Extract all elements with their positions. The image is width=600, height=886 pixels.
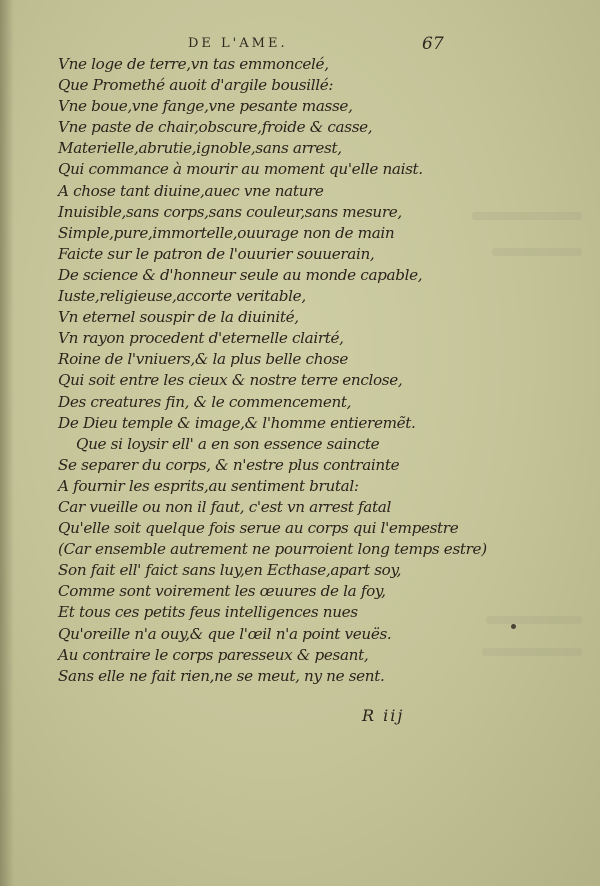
show-through-mark	[472, 212, 582, 220]
show-through-mark	[482, 648, 582, 656]
verse-line: De Dieu temple & image,& l'homme entieremẽt.	[58, 413, 416, 432]
verse-line: Inuisible,sans corps,sans couleur,sans mesure,	[58, 202, 402, 221]
verse-line: A fournir les esprits,au sentiment brutal:	[58, 476, 359, 495]
verse-line: Roine de l'vniuers,& la plus belle chose	[58, 350, 348, 369]
show-through-mark	[492, 248, 582, 256]
verse-line: Des creatures fin, & le commencement,	[58, 392, 352, 411]
verse-line: Vne loge de terre,vn tas emmoncelé,	[58, 55, 329, 73]
verse-line: Et tous ces petits feus intelligences nues	[58, 603, 358, 622]
verse-line: Qu'elle soit quelque fois serue au corps qui l'empestre	[58, 519, 459, 538]
verse-line: A chose tant diuine,auec vne nature	[58, 181, 324, 200]
verse-line: Simple,pure,immortelle,ouurage non de main	[58, 223, 395, 242]
verse-line: De science & d'honneur seule au monde capable,	[58, 265, 423, 284]
verse-line: Vn eternel souspir de la diuinité,	[58, 308, 299, 327]
verse-line: Faicte sur le patron de l'ouurier souuerain,	[58, 244, 375, 263]
verse-line: Materielle,abrutie,ignoble,sans arrest,	[58, 139, 342, 158]
verse-line: Qu'oreille n'a ouy,& que l'œil n'a point veuës.	[58, 624, 392, 643]
verse-line: Se separer du corps, & n'estre plus contrainte	[58, 455, 400, 474]
page-edge-shadow	[0, 0, 14, 886]
verse-line: Iuste,religieuse,accorte veritable,	[58, 287, 306, 306]
running-head: DE L'AME.	[188, 36, 288, 51]
page-number: 67	[422, 34, 444, 54]
verse-line: Car vueille ou non il faut, c'est vn arrest fatal	[58, 497, 391, 516]
verse-line: (Car ensemble autrement ne pourroient long temps estre)	[58, 540, 487, 559]
verse-line: Que Promethé auoit d'argile bousillé:	[58, 76, 334, 95]
poem-body	[58, 54, 487, 687]
show-through-mark	[486, 616, 582, 624]
verse-line: Sans elle ne fait rien,ne se meut, ny ne sent.	[58, 666, 385, 685]
signature-mark: R iij	[362, 706, 405, 725]
paper-speck	[511, 624, 516, 629]
verse-line: Vn rayon procedent d'eternelle clairté,	[58, 329, 344, 348]
verse-line: Vne paste de chair,obscure,froide & casse,	[58, 118, 373, 137]
verse-line: Qui commance à mourir au moment qu'elle naist.	[58, 160, 423, 179]
verse-line: Au contraire le corps paresseux & pesant,	[58, 645, 369, 664]
verse-line: Que si loysir ell' a en son essence saincte	[76, 434, 380, 453]
verse-line: Comme sont voirement les œuures de la foy,	[58, 582, 386, 601]
verse-line: Son fait ell' faict sans luy,en Ecthase,apart soy,	[58, 561, 402, 580]
verse-line: Vne boue,vne fange,vne pesante masse,	[58, 97, 353, 116]
verse-line: Qui soit entre les cieux & nostre terre enclose,	[58, 371, 403, 390]
